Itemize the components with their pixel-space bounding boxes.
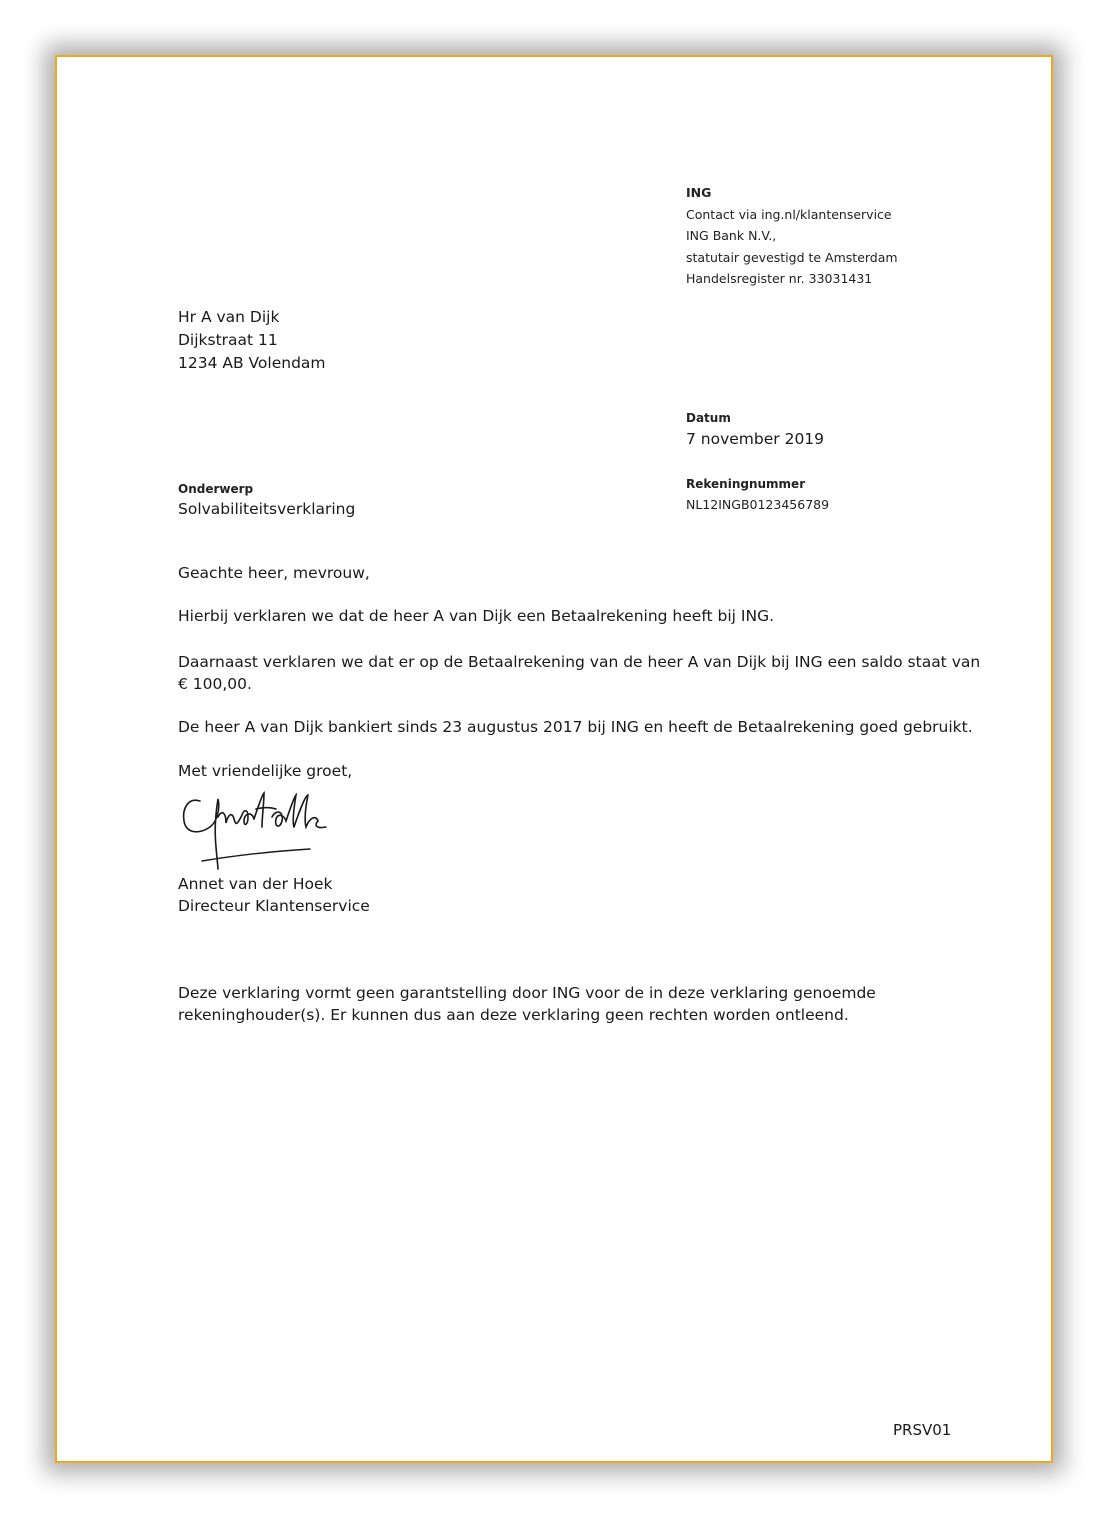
paragraph-balance-line-1: Daarnaast verklaren we dat er op de Betaalrekening van de heer A van Dijk bij ING een saldo staat van: [178, 653, 981, 671]
salutation: Geachte heer, mevrouw,: [178, 564, 370, 582]
document-code: PRSV01: [893, 1421, 952, 1439]
subject-value: Solvabiliteitsverklaring: [178, 500, 356, 518]
date-label: Datum: [686, 411, 731, 425]
signer-title: Directeur Klantenservice: [178, 897, 370, 915]
recipient-street: Dijkstraat 11: [178, 331, 278, 349]
letter-page: [55, 55, 1053, 1463]
disclaimer-line-1: Deze verklaring vormt geen garantstelling door ING voor de in deze verklaring genoemde: [178, 984, 876, 1002]
signer-name: Annet van der Hoek: [178, 875, 333, 893]
sender-name: ING: [686, 185, 712, 200]
account-number-value: NL12INGB0123456789: [686, 497, 830, 512]
subject-label: Onderwerp: [178, 482, 254, 496]
disclaimer-line-2: rekeninghouder(s). Er kunnen dus aan deze verklaring geen rechten worden ontleend.: [178, 1006, 849, 1024]
sender-contact: Contact via ing.nl/klantenservice: [686, 206, 892, 222]
handwritten-signature: [178, 787, 343, 871]
paragraph-balance: [178, 651, 980, 695]
disclaimer: [178, 982, 876, 1026]
signer-block: [178, 873, 370, 917]
sender-seat: statutair gevestigd te Amsterdam: [686, 249, 898, 265]
paragraph-balance-line-2: € 100,00.: [178, 675, 252, 693]
date-value: 7 november 2019: [686, 430, 825, 448]
paragraph-account: Hierbij verklaren we dat de heer A van Dijk een Betaalrekening heeft bij ING.: [178, 607, 775, 625]
paragraph-history: De heer A van Dijk bankiert sinds 23 augustus 2017 bij ING en heeft de Betaalrekening goed gebruikt.: [178, 718, 973, 736]
closing: Met vriendelijke groet,: [178, 762, 353, 780]
sender-company: ING Bank N.V.,: [686, 228, 777, 243]
account-number-label: Rekeningnummer: [686, 477, 806, 491]
recipient-city: 1234 AB Volendam: [178, 354, 326, 372]
sender-block: [686, 182, 898, 290]
recipient-address: [178, 306, 326, 375]
sender-registry: Handelsregister nr. 33031431: [686, 271, 873, 286]
recipient-name: Hr A van Dijk: [178, 308, 280, 326]
